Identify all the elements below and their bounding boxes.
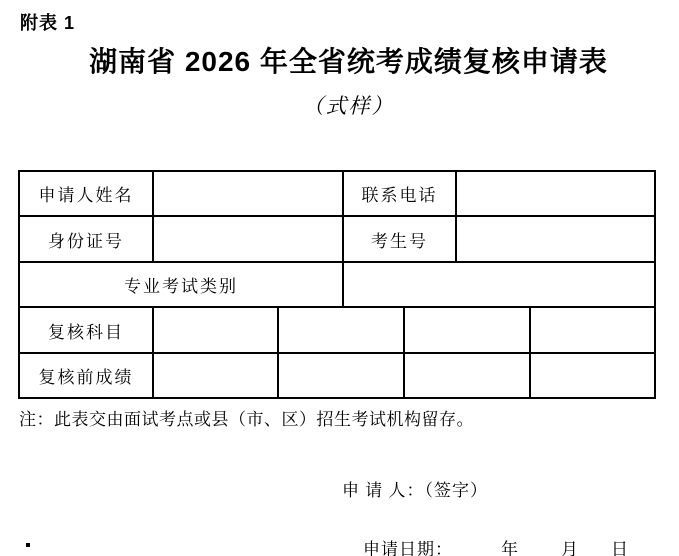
- review-subject-label: 复核科目: [19, 307, 153, 353]
- review-subject-blank-cell-2: [278, 307, 404, 353]
- applicant-name-label: 申请人姓名: [19, 171, 153, 216]
- day-label: 日: [611, 540, 629, 556]
- table-row-applicant: [19, 171, 655, 216]
- phone-label: 联系电话: [343, 171, 456, 216]
- page-subtitle: （式样）: [302, 94, 395, 118]
- table-row-exam-category: [19, 262, 655, 307]
- pre-review-score-blank-cell-3: [404, 353, 530, 398]
- table-row-review-subject: [19, 307, 655, 353]
- candidate-number-blank-cell: [456, 216, 655, 262]
- review-subject-blank-cell-4: [530, 307, 655, 353]
- phone-blank-cell: [456, 171, 655, 216]
- exam-category-blank-cell: [343, 262, 655, 307]
- pre-review-score-blank-cell-2: [278, 353, 404, 398]
- applicant-signature-line: 申 请 人：（签字）: [342, 481, 488, 500]
- application-date-line: [342, 515, 629, 556]
- id-number-label: 身份证号: [19, 216, 153, 262]
- date-label: 申请日期：: [363, 540, 453, 556]
- stray-dot-mark: [26, 543, 30, 547]
- review-subject-blank-cell-1: [153, 307, 278, 353]
- page-title: 湖南省 2026 年全省统考成绩复核申请表: [89, 46, 608, 77]
- pre-review-score-label: 复核前成绩: [19, 353, 153, 398]
- year-label: 年: [501, 540, 519, 556]
- appendix-label: 附表 1: [20, 13, 76, 33]
- applicant-name-blank-cell: [153, 171, 343, 216]
- exam-category-label: 专业考试类别: [19, 262, 343, 307]
- table-row-id: [19, 216, 655, 262]
- application-form-table: [18, 170, 656, 399]
- note-text: 注：此表交由面试考点或县（市、区）招生考试机构留存。: [19, 410, 474, 429]
- candidate-number-label: 考生号: [343, 216, 456, 262]
- pre-review-score-blank-cell-4: [530, 353, 655, 398]
- pre-review-score-blank-cell-1: [153, 353, 278, 398]
- review-subject-blank-cell-3: [404, 307, 530, 353]
- id-number-blank-cell: [153, 216, 343, 262]
- table-row-pre-review-score: [19, 353, 655, 398]
- month-label: 月: [561, 540, 579, 556]
